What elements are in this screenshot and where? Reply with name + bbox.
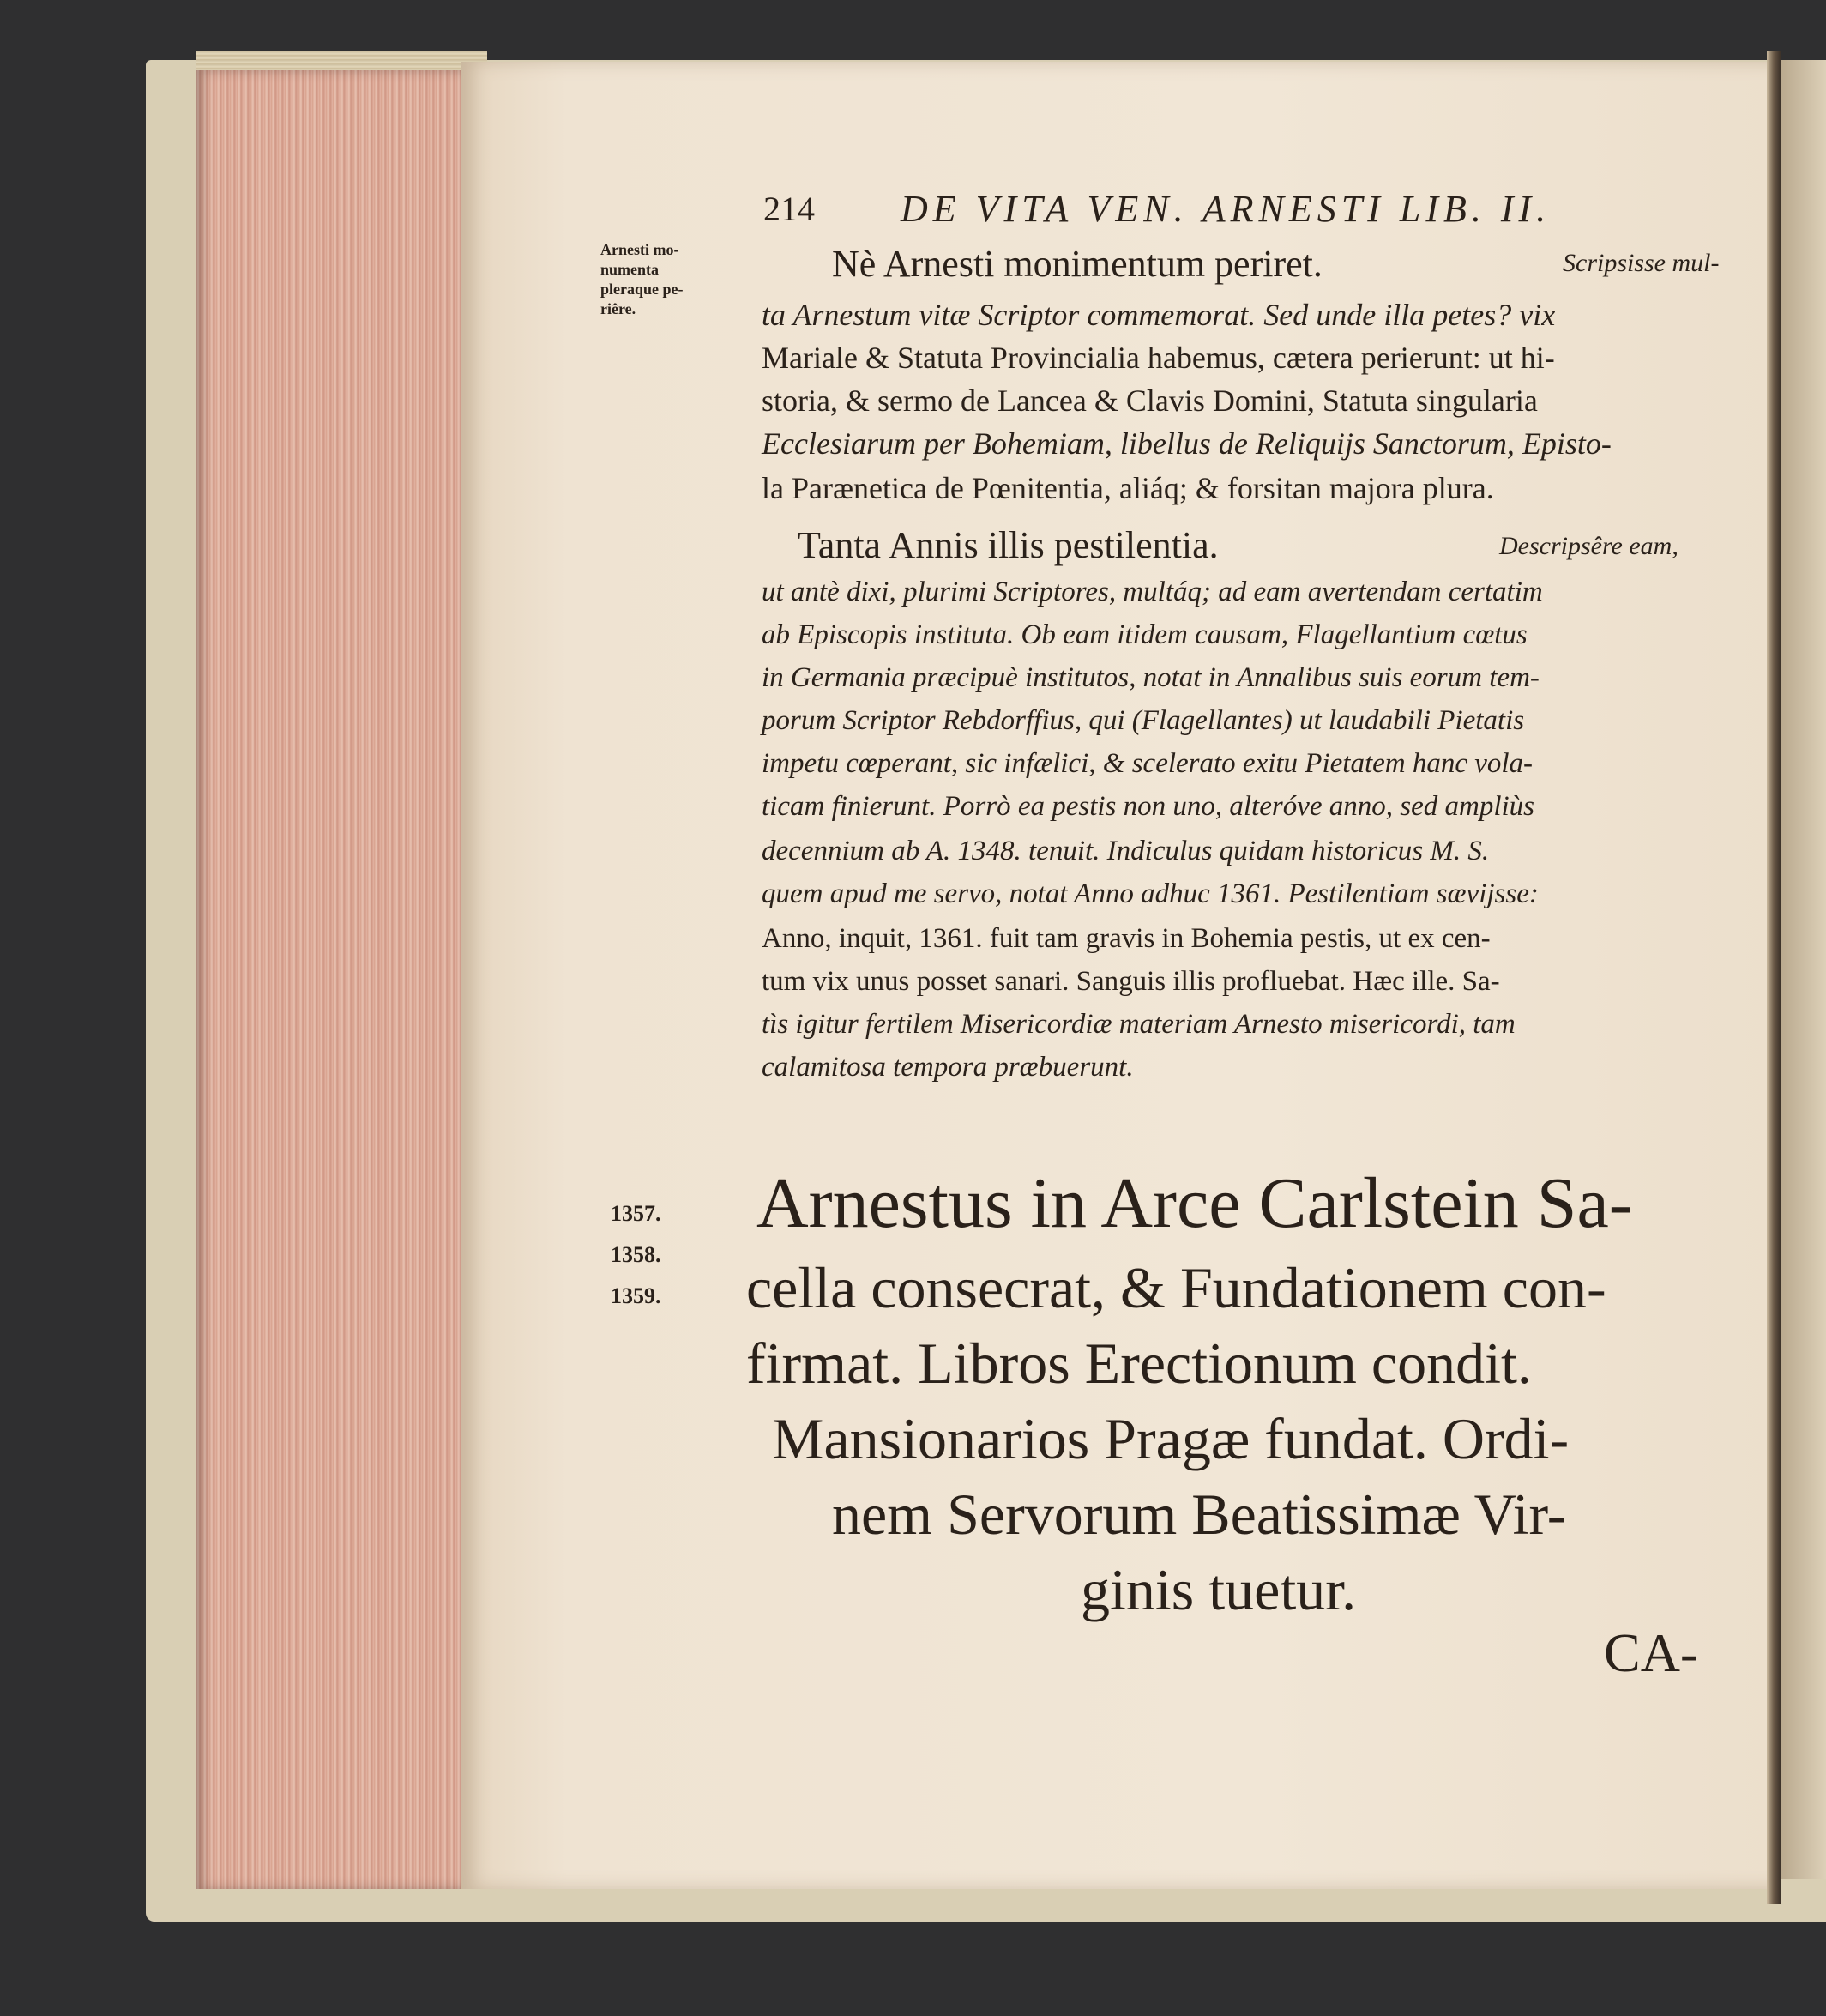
body-line: ticam finierunt. Porrò ea pestis non uno, alteróve anno, sed ampliùs [762,791,1535,822]
body-line: ut antè dixi, plurimi Scriptores, multáq; ad eam avertendam certatim [762,576,1543,607]
year-note: 1358. [611,1242,661,1267]
year-note: 1359. [611,1283,661,1308]
margin-note-line: numenta [600,261,660,278]
body-line: tìs igitur fertilem Misericordiæ materiam Arnesto misericordi, tam [762,1009,1516,1040]
body-line: porum Scriptor Rebdorffius, qui (Flagellantes) ut laudabili Pietatis [762,705,1525,736]
margin-note-line: pleraque pe- [600,281,684,298]
facing-page-edge [1781,60,1826,1879]
heading-tail: Scripsisse mul- [1563,249,1720,277]
heading-tail: Descripsêre eam, [1499,532,1678,560]
body-line: la Parænetica de Pœnitentia, aliáq; & forsitan majora plura. [762,471,1494,505]
page-edges [196,70,461,1889]
large-text-line: firmat. Libros Erectionum condit. [746,1331,1532,1396]
page-number: 214 [763,190,815,228]
year-note: 1357. [611,1201,661,1226]
margin-note-line: riêre. [600,300,636,317]
section-heading: Nè Arnesti monimentum periret. [832,243,1323,285]
section-heading: Tanta Annis illis pestilentia. [798,524,1219,566]
book-gutter [1767,51,1781,1904]
body-line: ta Arnestum vitæ Scriptor commemorat. Sed unde illa petes? vix [762,298,1556,332]
body-line: impetu cœperant, sic infælici, & scelerato exitu Pietatem hanc vola- [762,748,1534,779]
body-line: Ecclesiarum per Bohemiam, libellus de Reliquijs Sanctorum, Episto- [762,426,1612,461]
large-text-line: cella consecrat, & Fundationem con- [746,1255,1606,1320]
body-line: quem apud me servo, notat Anno adhuc 1361. Pestilentiam sævijsse: [762,878,1539,909]
catchword: CA- [1604,1622,1699,1683]
body-line: decennium ab A. 1348. tenuit. Indiculus quidam historicus M. S. [762,836,1490,866]
body-line: Anno, inquit, 1361. fuit tam gravis in Bohemia pestis, ut ex cen- [762,923,1491,954]
large-text-line: ginis tuetur. [1081,1557,1357,1622]
large-text-line: nem Servorum Beatissimæ Vir- [832,1482,1567,1547]
body-line: calamitosa tempora præbuerunt. [762,1052,1134,1083]
large-text-line: Mansionarios Pragæ fundat. Ordi- [772,1406,1570,1471]
body-line: storia, & sermo de Lancea & Clavis Domini, Statuta singularia [762,383,1538,418]
body-line: tum vix unus posset sanari. Sanguis illis profluebat. Hæc ille. Sa- [762,966,1500,997]
body-line: ab Episcopis instituta. Ob eam itidem causam, Flagellantium cœtus [762,619,1528,650]
running-title: DE VITA VEN. ARNESTI LIB. II. [901,188,1552,230]
body-line: in Germania præcipuè institutos, notat in Annalibus suis eorum tem- [762,662,1540,693]
margin-note-line: Arnesti mo- [600,241,679,258]
body-line: Mariale & Statuta Provincialia habemus, cætera perierunt: ut hi- [762,341,1555,375]
large-text-line: Arnestus in Arce Carlstein Sa- [756,1163,1633,1243]
